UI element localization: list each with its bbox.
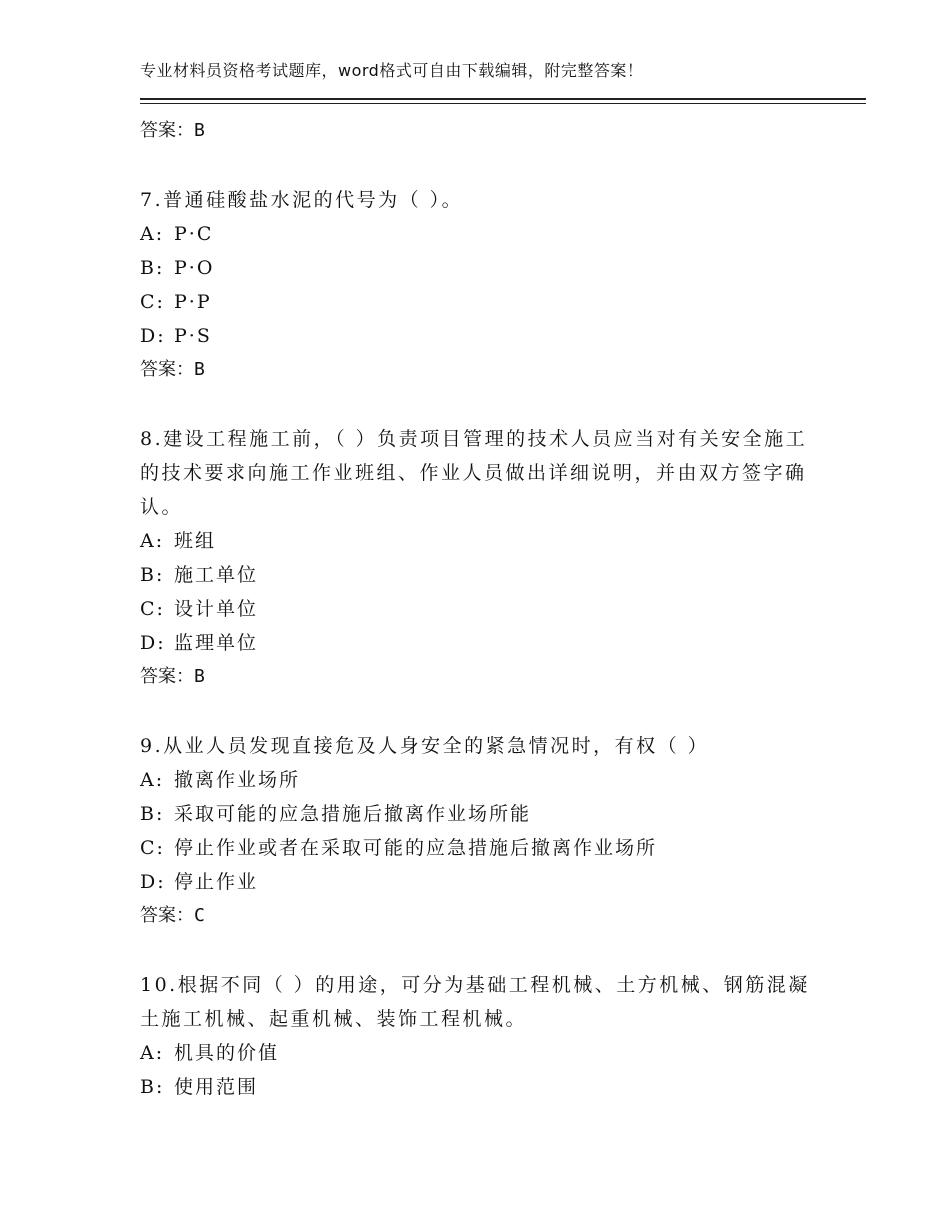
- option-text: 采取可能的应急措施后撤离作业场所能: [174, 803, 532, 825]
- option-letter: A:: [140, 530, 165, 552]
- question-answer: 答案：B: [140, 666, 205, 687]
- option-letter: C:: [140, 598, 165, 620]
- option-text: 班组: [174, 530, 217, 552]
- option-letter: B:: [140, 257, 165, 279]
- option-d: [140, 626, 820, 660]
- option-text: 机具的价值: [174, 1042, 280, 1064]
- option-b: [140, 558, 820, 592]
- option-text: 停止作业或者在采取可能的应急措施后撤离作业场所: [174, 837, 658, 859]
- option-text: 设计单位: [174, 598, 259, 620]
- question-stem: 7.普通硅酸盐水泥的代号为（ ）。: [140, 189, 464, 211]
- option-c: [140, 592, 820, 626]
- question-stem: 8.建设工程施工前，（ ）负责项目管理的技术人员应当对有关安全施工的技术要求向施工作业班组、作业人员做出详细说明，并由双方签字确认。: [140, 428, 808, 518]
- option-letter: B:: [140, 564, 165, 586]
- option-d: [140, 319, 820, 353]
- option-a: [140, 217, 820, 251]
- option-text: 监理单位: [174, 632, 259, 654]
- option-text: P·S: [174, 325, 212, 347]
- option-text: P·C: [174, 223, 214, 245]
- option-text: 施工单位: [174, 564, 259, 586]
- question-7: [140, 183, 820, 387]
- option-text: 停止作业: [174, 871, 259, 893]
- option-letter: D:: [140, 632, 166, 654]
- question-8: [140, 422, 820, 694]
- option-letter: A:: [140, 223, 165, 245]
- option-letter: C:: [140, 837, 165, 859]
- option-a: [140, 1036, 820, 1070]
- option-text: 撤离作业场所: [174, 769, 301, 791]
- option-b: [140, 1070, 820, 1104]
- option-a: [140, 763, 820, 797]
- question-stem: 10.根据不同（ ）的用途，可分为基础工程机械、土方机械、钢筋混凝土施工机械、起重机械、装饰工程机械。: [140, 974, 810, 1030]
- option-letter: B:: [140, 1076, 165, 1098]
- question-9: [140, 729, 820, 933]
- option-letter: A:: [140, 769, 165, 791]
- option-b: [140, 797, 820, 831]
- option-letter: D:: [140, 871, 166, 893]
- header-rule-thick: [140, 98, 866, 100]
- option-b: [140, 251, 820, 285]
- option-text: 使用范围: [174, 1076, 259, 1098]
- option-text: P·O: [174, 257, 215, 279]
- option-a: [140, 524, 820, 558]
- page-header: 专业材料员资格考试题库，word格式可自由下载编辑，附完整答案！: [140, 61, 644, 80]
- question-list: [140, 114, 820, 1104]
- question-answer: 答案：C: [140, 905, 205, 926]
- header-rule-thin: [140, 103, 866, 104]
- option-c: [140, 285, 820, 319]
- previous-answer: 答案：B: [140, 120, 205, 141]
- option-c: [140, 831, 820, 865]
- option-letter: B:: [140, 803, 165, 825]
- option-letter: C:: [140, 291, 165, 313]
- question-stem: 9.从业人员发现直接危及人身安全的紧急情况时，有权（ ）: [140, 735, 710, 757]
- question-10: [140, 968, 820, 1104]
- option-letter: A:: [140, 1042, 165, 1064]
- option-text: P·P: [174, 291, 212, 313]
- option-d: [140, 865, 820, 899]
- option-letter: D:: [140, 325, 166, 347]
- question-answer: 答案：B: [140, 359, 205, 380]
